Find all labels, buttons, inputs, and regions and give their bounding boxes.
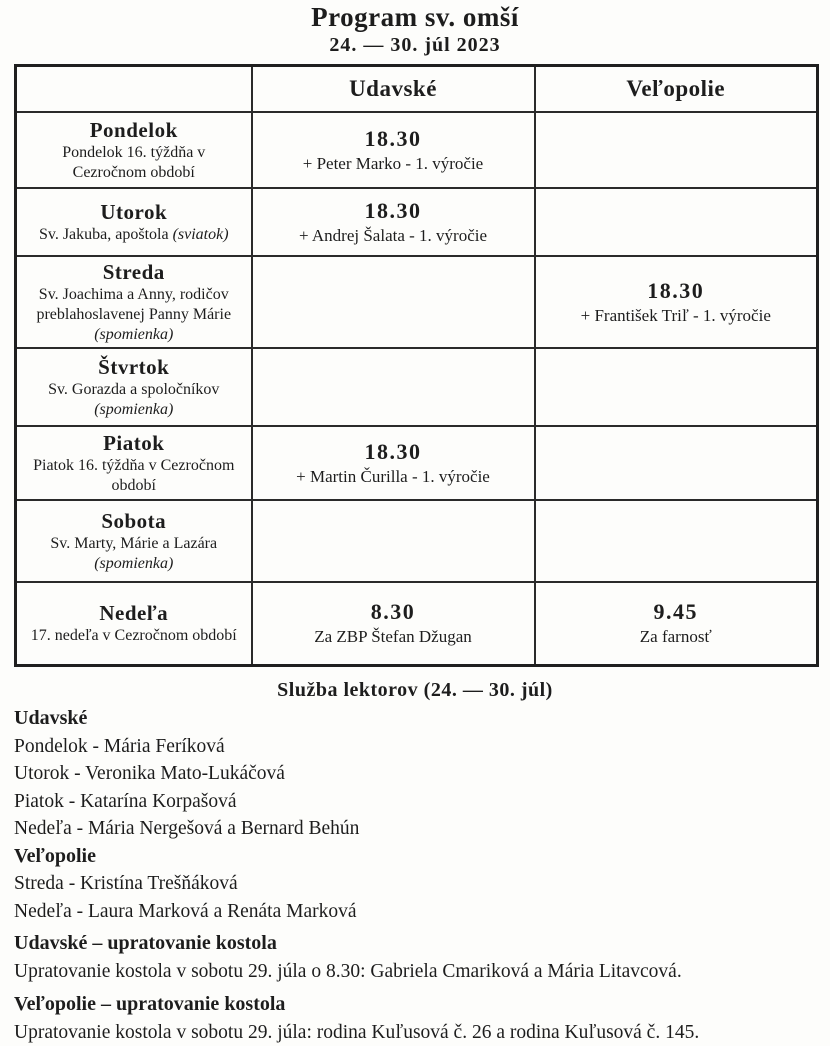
mass-time: 18.30 (647, 277, 705, 303)
feast-note: (sviatok) (172, 225, 229, 243)
lectors-udavske-title: Udavské (14, 707, 88, 729)
day-cell (16, 582, 252, 666)
mass-intention: Za ZBP Štefan Džugan (314, 627, 472, 647)
lector-entry: Streda - Kristína Trešňáková (14, 873, 238, 894)
mass-intention: Za farnosť (639, 627, 712, 647)
day-name: Piatok (103, 430, 165, 455)
cleaning-velopolie-text: Upratovanie kostola v sobotu 29. júla: rodina Kuľusová č. 26 a rodina Kuľusová č. 145. (14, 1022, 700, 1043)
velopolie-mass-cell (535, 582, 818, 666)
mass-time: 18.30 (364, 438, 422, 464)
velopolie-mass-cell (535, 348, 818, 426)
feast-text: Sv. Gorazda a spoločníkov (48, 380, 220, 398)
velopolie-mass-cell (535, 188, 818, 256)
lectors-velopolie-title: Veľopolie (14, 844, 96, 867)
table-row-pondelok (16, 112, 818, 188)
table-row-sobota (16, 500, 818, 582)
mass-intention: + Peter Marko - 1. výročie (302, 153, 484, 173)
lector-entry: Nedeľa - Mária Nergešová a Bernard Behún (14, 818, 360, 839)
velopolie-mass-cell (535, 426, 818, 500)
mass-time: 8.30 (370, 599, 416, 625)
mass-intention: + Martin Čurilla - 1. výročie (296, 466, 490, 486)
feast-text: Pondelok 16. týždňa v Cezročnom období (62, 143, 206, 181)
document-title: Program sv. omší (311, 2, 519, 32)
cleaning-section (14, 928, 816, 1046)
day-cell (16, 112, 252, 188)
day-cell (16, 256, 252, 348)
feast-text: Sv. Joachima a Anny, rodičov preblahoslavenej Panny Márie (36, 285, 232, 323)
udavske-mass-cell (252, 112, 535, 188)
udavske-mass-cell (252, 188, 535, 256)
header-day-column (16, 66, 252, 112)
day-name: Sobota (101, 508, 167, 533)
cleaning-velopolie-heading: Veľopolie – upratovanie kostola (14, 993, 286, 1015)
feast-text: Sv. Jakuba, apoštola (sviatok) (38, 225, 229, 243)
day-cell (16, 188, 252, 256)
table-row-utorok (16, 188, 818, 256)
mass-intention: + Andrej Šalata - 1. výročie (298, 225, 488, 245)
header-udavske: Udavské (252, 66, 535, 112)
mass-time: 9.45 (653, 599, 698, 625)
feast-note: (spomienka) (94, 325, 174, 343)
feast-text: 17. nedeľa v Cezročnom období (30, 627, 237, 645)
velopolie-mass-cell (535, 500, 818, 582)
day-cell (16, 348, 252, 426)
velopolie-mass-cell (535, 256, 818, 348)
cleaning-udavske-text: Upratovanie kostola v sobotu 29. júla o 8.30: Gabriela Cmariková a Mária Litavcová. (14, 961, 682, 982)
feast-text: Sv. Marty, Márie a Lazára (50, 534, 218, 552)
lectors-section (14, 705, 816, 925)
feast-note: (spomienka) (94, 554, 174, 572)
day-name: Štvrtok (98, 354, 170, 379)
udavske-mass-cell (252, 348, 535, 426)
velopolie-mass-cell (535, 112, 818, 188)
lectors-heading: Služba lektorov (24. — 30. júl) (277, 679, 553, 701)
udavske-mass-cell (252, 426, 535, 500)
udavske-mass-cell (252, 500, 535, 582)
document-subtitle: 24. — 30. júl 2023 (329, 34, 501, 56)
lector-entry: Nedeľa - Laura Marková a Renáta Marková (14, 900, 357, 922)
mass-intention: + František Triľ - 1. výročie (580, 305, 771, 325)
mass-time: 18.30 (364, 197, 422, 223)
feast-text: Piatok 16. týždňa v Cezročnom období (33, 456, 235, 494)
header-velopolie: Veľopolie (535, 66, 818, 112)
feast-note: (spomienka) (94, 400, 174, 418)
day-cell (16, 426, 252, 500)
lector-entry: Pondelok - Mária Feríková (14, 735, 225, 757)
table-header-row (16, 66, 818, 112)
day-name: Utorok (100, 199, 168, 224)
mass-schedule-table (14, 64, 819, 667)
udavske-mass-cell (252, 582, 535, 666)
day-name: Streda (102, 259, 165, 284)
day-cell (16, 500, 252, 582)
table-row-piatok (16, 426, 818, 500)
table-row-stvrtok (16, 348, 818, 426)
table-row-nedela (16, 582, 818, 666)
day-name: Pondelok (89, 117, 178, 142)
table-row-streda (16, 256, 818, 348)
day-name: Nedeľa (99, 601, 169, 626)
udavske-mass-cell (252, 256, 535, 348)
mass-time: 18.30 (364, 125, 422, 151)
lector-entry: Utorok - Veronika Mato-Lukáčová (14, 763, 285, 784)
lector-entry: Piatok - Katarína Korpašová (14, 790, 237, 812)
cleaning-udavske-heading: Udavské – upratovanie kostola (14, 932, 277, 954)
